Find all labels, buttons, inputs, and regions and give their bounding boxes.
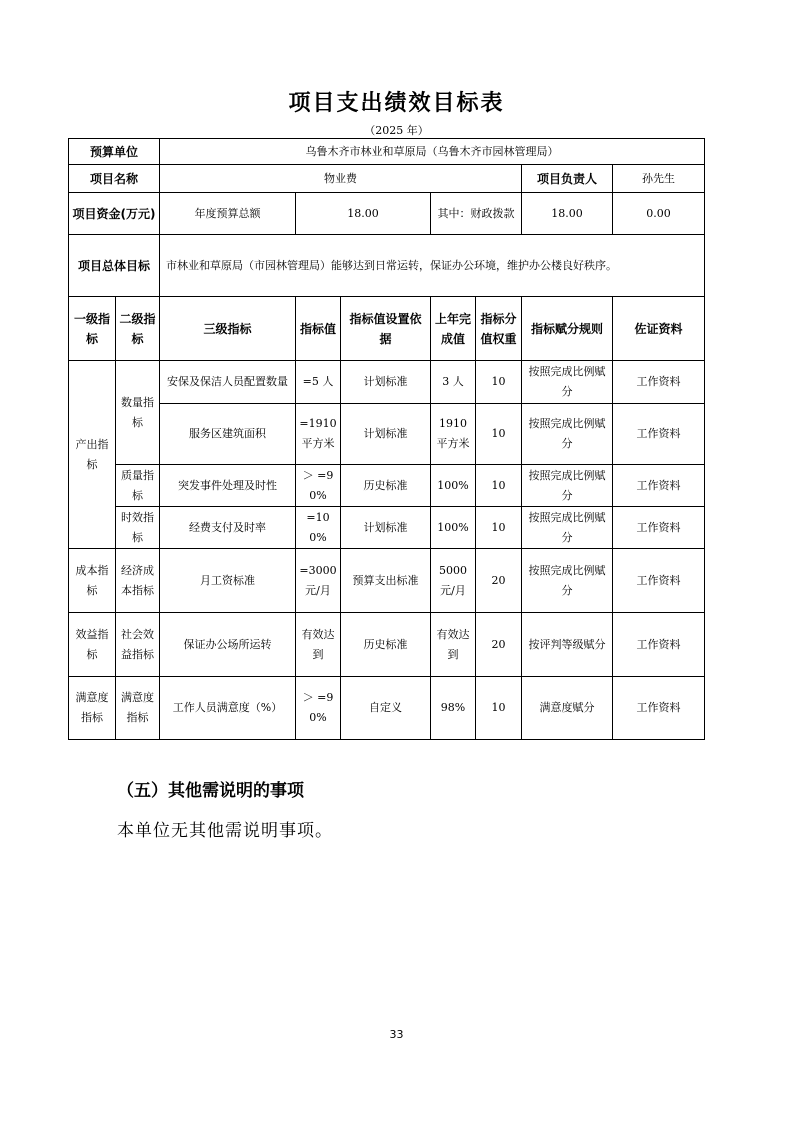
rule-cell: 按照完成比例赋分 xyxy=(522,404,613,465)
l1-cell: 成本指标 xyxy=(69,549,116,613)
l3-cell: 经费支付及时率 xyxy=(160,507,296,549)
l1-cell: 满意度指标 xyxy=(69,677,116,740)
l1-cell: 产出指标 xyxy=(69,361,116,549)
evidence-cell: 工作资料 xyxy=(613,465,705,507)
performance-table xyxy=(68,138,705,740)
header-l3: 三级指标 xyxy=(160,297,296,361)
value-cell: 有效达到 xyxy=(296,613,341,677)
last-cell: 100% xyxy=(431,465,476,507)
rule-cell: 按照完成比例赋分 xyxy=(522,549,613,613)
evidence-cell: 工作资料 xyxy=(613,677,705,740)
header-basis: 指标值设置依据 xyxy=(341,297,431,361)
evidence-cell: 工作资料 xyxy=(613,549,705,613)
section-heading: （五）其他需说明的事项 xyxy=(117,781,304,801)
basis-cell: 自定义 xyxy=(341,677,431,740)
value-cell: =1910 平方米 xyxy=(296,404,341,465)
basis-cell: 计划标准 xyxy=(341,404,431,465)
basis-cell: 计划标准 xyxy=(341,507,431,549)
l3-cell: 工作人员满意度（%） xyxy=(160,677,296,740)
project-name-label: 项目名称 xyxy=(69,165,160,193)
owner-label: 项目负责人 xyxy=(522,165,613,193)
l2-cell: 社会效益指标 xyxy=(116,613,160,677)
fund-label: 项目资金(万元) xyxy=(69,193,160,235)
weight-cell: 10 xyxy=(476,361,522,404)
rule-cell: 按照完成比例赋分 xyxy=(522,361,613,404)
last-cell: 100% xyxy=(431,507,476,549)
value-cell: =100% xyxy=(296,507,341,549)
page-number: 33 xyxy=(389,1028,404,1041)
value-cell: =5 人 xyxy=(296,361,341,404)
fiscal-label: 其中：财政拨款 xyxy=(431,193,522,235)
goal-label: 项目总体目标 xyxy=(69,235,160,297)
table-row xyxy=(69,549,705,613)
evidence-cell: 工作资料 xyxy=(613,361,705,404)
weight-cell: 20 xyxy=(476,613,522,677)
weight-cell: 10 xyxy=(476,677,522,740)
unit-value: 乌鲁木齐市林业和草原局（乌鲁木齐市园林管理局） xyxy=(160,139,705,165)
last-cell: 5000 元/月 xyxy=(431,549,476,613)
fiscal-value: 18.00 xyxy=(522,193,613,235)
basis-cell: 历史标准 xyxy=(341,465,431,507)
year-label: （2025 年） xyxy=(364,124,429,137)
evidence-cell: 工作资料 xyxy=(613,613,705,677)
evidence-cell: 工作资料 xyxy=(613,404,705,465)
rule-cell: 满意度赋分 xyxy=(522,677,613,740)
weight-cell: 10 xyxy=(476,404,522,465)
other-fund-cell xyxy=(613,193,705,235)
evidence-cell: 工作资料 xyxy=(613,507,705,549)
last-cell: 1910 平方米 xyxy=(431,404,476,465)
basis-cell: 计划标准 xyxy=(341,361,431,404)
basis-cell: 历史标准 xyxy=(341,613,431,677)
total-budget-label: 年度预算总额 xyxy=(160,193,296,235)
weight-cell: 20 xyxy=(476,549,522,613)
l2-cell: 经济成本指标 xyxy=(116,549,160,613)
total-budget-value: 18.00 xyxy=(296,193,431,235)
header-evidence: 佐证资料 xyxy=(613,297,705,361)
header-rule: 指标赋分规则 xyxy=(522,297,613,361)
goal-value: 市林业和草原局（市园林管理局）能够达到日常运转，保证办公环境，维护办公楼良好秩序。 xyxy=(160,235,705,297)
table-row xyxy=(69,404,705,465)
owner-value: 孙先生 xyxy=(613,165,705,193)
weight-cell: 10 xyxy=(476,507,522,549)
table-row xyxy=(69,507,705,549)
table-row xyxy=(69,361,705,404)
last-cell: 3 人 xyxy=(431,361,476,404)
l3-cell: 服务区建筑面积 xyxy=(160,404,296,465)
rule-cell: 按照完成比例赋分 xyxy=(522,507,613,549)
header-l1: 一级指标 xyxy=(69,297,116,361)
l2-cell: 时效指标 xyxy=(116,507,160,549)
value-cell: ＞ =90% xyxy=(296,465,341,507)
header-weight: 指标分值权重 xyxy=(476,297,522,361)
unit-label: 预算单位 xyxy=(69,139,160,165)
table-row xyxy=(69,465,705,507)
l1-cell: 效益指标 xyxy=(69,613,116,677)
basis-cell: 预算支出标准 xyxy=(341,549,431,613)
section-body: 本单位无其他需说明事项。 xyxy=(117,821,333,841)
value-cell: ＞ =90% xyxy=(296,677,341,740)
rule-cell: 按照完成比例赋分 xyxy=(522,465,613,507)
value-cell: =3000 元/月 xyxy=(296,549,341,613)
l3-cell: 突发事件处理及时性 xyxy=(160,465,296,507)
weight-cell: 10 xyxy=(476,465,522,507)
header-last: 上年完成值 xyxy=(431,297,476,361)
last-cell: 98% xyxy=(431,677,476,740)
header-l2: 二级指标 xyxy=(116,297,160,361)
l2-cell: 数量指标 xyxy=(116,361,160,465)
l2-cell: 质量指标 xyxy=(116,465,160,507)
l3-cell: 月工资标准 xyxy=(160,549,296,613)
l2-cell: 满意度指标 xyxy=(116,677,160,740)
l3-cell: 安保及保洁人员配置数量 xyxy=(160,361,296,404)
l3-cell: 保证办公场所运转 xyxy=(160,613,296,677)
other-fund-value: 0.00 xyxy=(646,206,671,220)
header-value: 指标值 xyxy=(296,297,341,361)
rule-cell: 按评判等级赋分 xyxy=(522,613,613,677)
last-cell: 有效达到 xyxy=(431,613,476,677)
table-row xyxy=(69,613,705,677)
page-title: 项目支出绩效目标表 xyxy=(288,91,505,116)
project-name-value: 物业费 xyxy=(160,165,522,193)
table-row xyxy=(69,677,705,740)
